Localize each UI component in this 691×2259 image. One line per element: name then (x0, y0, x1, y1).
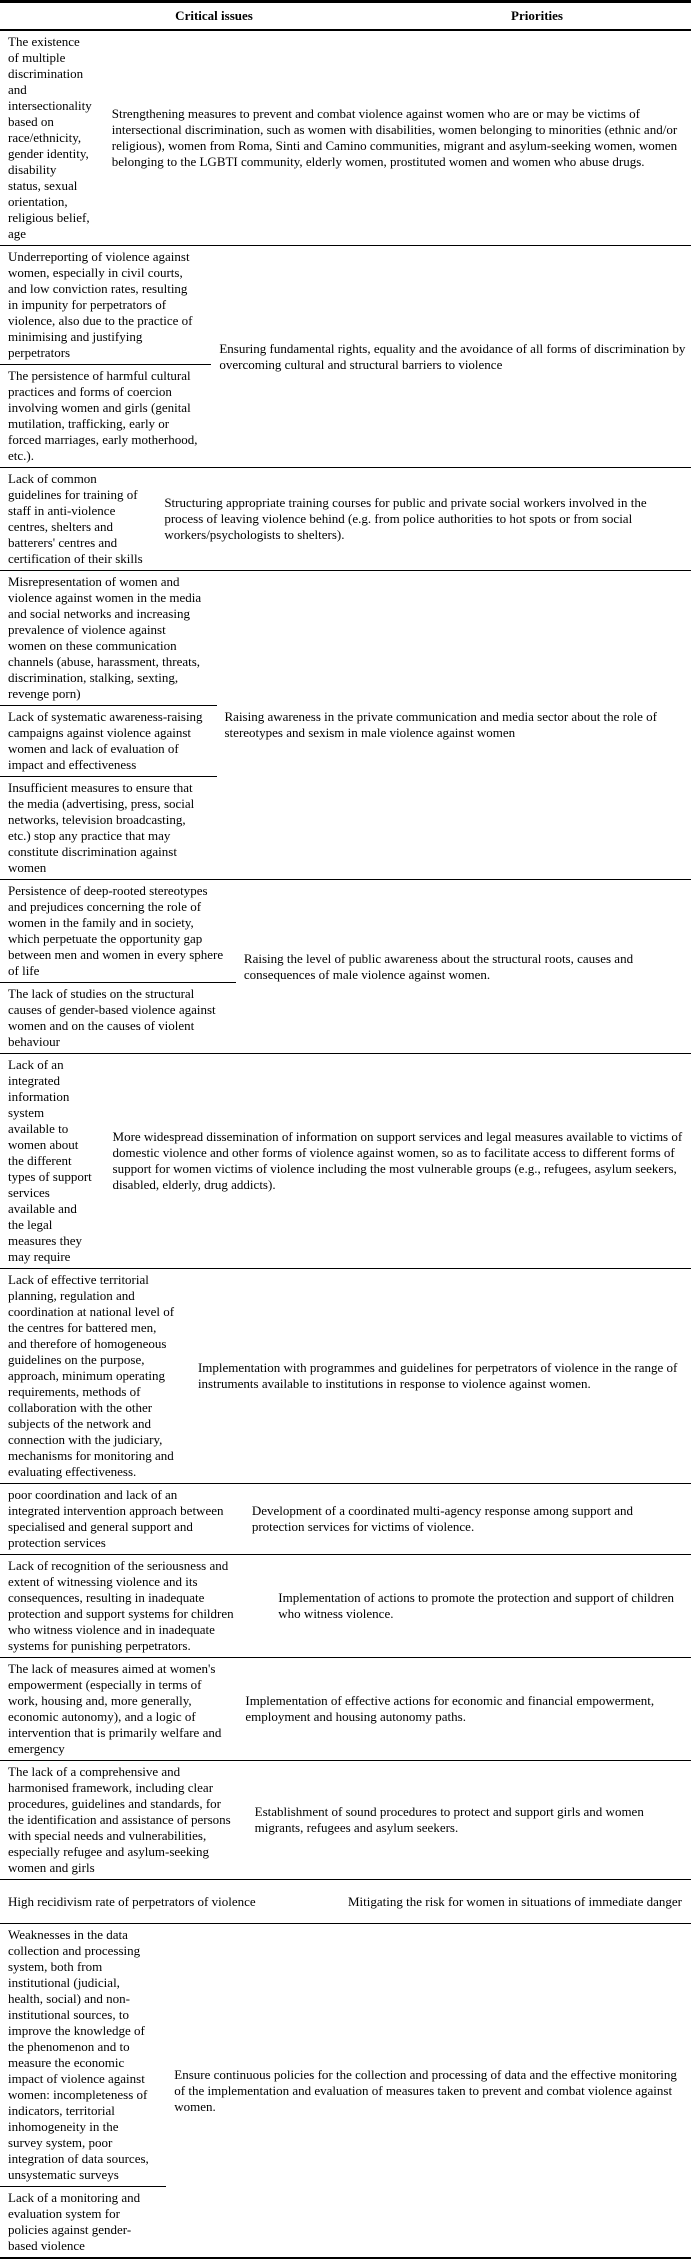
issue-text: Lack of effective territorial planning, regulation and coordination at national level of the centres for battered men, and therefore of homogeneous guidelines on the purpose, approach, minimum operating requirements, methods of collaboration with the other subjects of the network and connection with the judiciary, mechanisms for monitoring and evaluating effectiveness. (8, 1272, 178, 1480)
priority-cell (237, 1658, 691, 1760)
priority-text: Ensuring fundamental rights, equality and the avoidance of all forms of discrimination by overcoming cultural and structural barriers to violence (219, 341, 687, 373)
table-row (0, 246, 691, 468)
issue-cell (0, 777, 217, 879)
priority-cell (104, 31, 691, 245)
issue-cell (0, 983, 236, 1053)
priority-text: Development of a coordinated multi-agency response among support and protection services for victims of violence. (252, 1503, 687, 1535)
priority-cell (270, 1555, 691, 1657)
issue-text: Lack of common guidelines for training of staff in anti-violence centres, shelters and batterers' centres and certification of their skills (8, 471, 144, 567)
priority-cell (340, 1880, 691, 1923)
issue-cell (0, 1054, 105, 1268)
issues-column (0, 1658, 237, 1760)
issues-column (0, 1761, 247, 1879)
priority-cell (156, 468, 691, 570)
issue-cell (0, 1484, 244, 1554)
priority-cell (211, 246, 691, 467)
priority-text: Ensure continuous policies for the collection and processing of data and the effective monitoring of the implementation and evaluation of measures taken to prevent and combat violence against women. (174, 2067, 687, 2115)
priority-text: Raising the level of public awareness about the structural roots, causes and consequences of male violence against women. (244, 951, 687, 983)
table-row (0, 1054, 691, 1269)
table-row (0, 1924, 691, 2257)
priority-text: Implementation of effective actions for economic and financial empowerment, employment and housing autonomy paths. (245, 1693, 687, 1725)
issue-cell (0, 468, 156, 570)
issue-text: Weaknesses in the data collection and processing system, both from institutional (judicial, health, social) and non-institutional sources, to improve the knowledge of the phenomenon and to measure the economic impact of violence against women: incompleteness of indicators, territorial inhomogeneity in the survey system, poor integration of data sources, unsystematic surveys (8, 1927, 154, 2183)
issues-column (0, 571, 217, 879)
issues-column (0, 1924, 166, 2257)
issue-cell (0, 1924, 166, 2187)
table-row (0, 468, 691, 571)
priority-text: More widespread dissemination of information on support services and legal measures available to victims of domestic violence and other forms of violence against women, so as to facilitate access to different forms of support for women victims of violence including the most vulnerable groups (e.g., refugees, asylum seekers, disabled, elderly, drug addicts). (113, 1129, 687, 1193)
priority-text: Establishment of sound procedures to protect and support girls and women migrants, refugees and asylum seekers. (255, 1804, 687, 1836)
issue-text: High recidivism rate of perpetrators of violence (8, 1894, 256, 1910)
table-row (0, 31, 691, 246)
issue-cell (0, 1555, 270, 1657)
issue-text: The persistence of harmful cultural practices and forms of coercion involving women and girls (genital mutilation, trafficking, early or forced marriages, early motherhood, etc.). (8, 368, 199, 464)
priority-text: Raising awareness in the private communication and media sector about the role of stereotypes and sexism in male violence against women (225, 709, 688, 741)
priority-text: Implementation with programmes and guidelines for perpetrators of violence in the range of instruments available to institutions in response to violence against women. (198, 1360, 687, 1392)
issue-cell (0, 1269, 190, 1483)
priority-cell (247, 1761, 691, 1879)
table-row (0, 1658, 691, 1761)
issue-cell (0, 1658, 237, 1760)
issues-column (0, 1880, 340, 1923)
issue-text: Persistence of deep-rooted stereotypes and prejudices concerning the role of women in the family and in society, which perpetuate the opportunity gap between men and women in every sphere of life (8, 883, 224, 979)
priority-cell (244, 1484, 691, 1554)
priority-text: Strengthening measures to prevent and combat violence against women who are or may be victims of intersectional discrimination, such as women with disabilities, women belonging to minorities (ethnic and/or religious), women from Roma, Sinti and Camino communities, migrant and asylum-seeking women, women belonging to the LGBTI community, elderly women, prostituted women and women who abuse drugs. (112, 106, 687, 170)
issue-text: The lack of a comprehensive and harmonised framework, including clear procedures, guidelines and standards, for the identification and assistance of persons with special needs and vulnerabilities, especially refugee and asylum-seeking women and girls (8, 1764, 235, 1876)
table-row (0, 1555, 691, 1658)
table-row (0, 1761, 691, 1880)
header-priorities: Priorities (511, 8, 563, 24)
table-header-row (0, 3, 691, 31)
priority-cell (236, 880, 691, 1053)
issues-column (0, 880, 236, 1053)
issues-column (0, 468, 156, 570)
issue-text: Lack of a monitoring and evaluation system for policies against gender-based violence (8, 2190, 154, 2254)
issues-column (0, 246, 211, 467)
issue-cell (0, 31, 104, 245)
issue-text: Lack of an integrated information system available to women about the different types of support services available and the legal measures they may require (8, 1057, 93, 1265)
issue-cell (0, 706, 217, 777)
issue-cell (0, 1880, 340, 1923)
issues-column (0, 1555, 270, 1657)
issue-text: Lack of recognition of the seriousness and extent of witnessing violence and its consequences, resulting in inadequate protection and support systems for children who witness violence and in inadequate systems for punishing perpetrators. (8, 1558, 258, 1654)
table-row (0, 880, 691, 1054)
issue-cell (0, 246, 211, 365)
priority-cell (217, 571, 691, 879)
issue-text: The lack of studies on the structural causes of gender-based violence against women and on the causes of violent behaviour (8, 986, 224, 1050)
priority-cell (166, 1924, 691, 2257)
priority-text: Mitigating the risk for women in situations of immediate danger (348, 1894, 682, 1910)
issue-cell (0, 880, 236, 983)
issue-text: Insufficient measures to ensure that the media (advertising, press, social networks, television broadcasting, etc.) stop any practice that may constitute discrimination against women (8, 780, 205, 876)
table-row (0, 571, 691, 880)
issues-column (0, 1484, 244, 1554)
priority-text: Structuring appropriate training courses for public and private social workers involved in the process of leaving violence behind (e.g. from police authorities to hot spots or from social workers/psychologists to shelters). (164, 495, 687, 543)
issue-text: The existence of multiple discrimination and intersectionality based on race/ethnicity, gender identity, disability status, sexual orientation, religious belief, age (8, 34, 92, 242)
issues-column (0, 31, 104, 245)
issue-cell (0, 2187, 166, 2257)
table-row (0, 1484, 691, 1555)
issue-cell (0, 365, 211, 467)
priority-cell (190, 1269, 691, 1483)
issue-text: Lack of systematic awareness-raising campaigns against violence against women and lack of evaluation of impact and effectiveness (8, 709, 205, 773)
priority-text: Implementation of actions to promote the protection and support of children who witness violence. (278, 1590, 687, 1622)
issue-text: poor coordination and lack of an integrated intervention approach between specialised and general support and protection services (8, 1487, 232, 1551)
issue-cell (0, 1761, 247, 1879)
table-row (0, 1269, 691, 1484)
issue-text: Misrepresentation of women and violence against women in the media and social networks and increasing prevalence of violence against women on these communication channels (abuse, harassment, threats, discrimination, stalking, sexting, revenge porn) (8, 574, 205, 702)
issue-text: The lack of measures aimed at women's empowerment (especially in terms of work, housing and, more generally, economic autonomy), and a logic of intervention that is primarily welfare and emergency (8, 1661, 225, 1757)
table-row (0, 1880, 691, 1924)
issue-cell (0, 571, 217, 706)
header-critical-issues: Critical issues (175, 8, 253, 24)
priority-cell (105, 1054, 691, 1268)
issue-text: Underreporting of violence against women, especially in civil courts, and low conviction rates, resulting in impunity for perpetrators of violence, also due to the practice of minimising and justifying perpetrators (8, 249, 199, 361)
issues-column (0, 1054, 105, 1268)
issues-column (0, 1269, 190, 1483)
